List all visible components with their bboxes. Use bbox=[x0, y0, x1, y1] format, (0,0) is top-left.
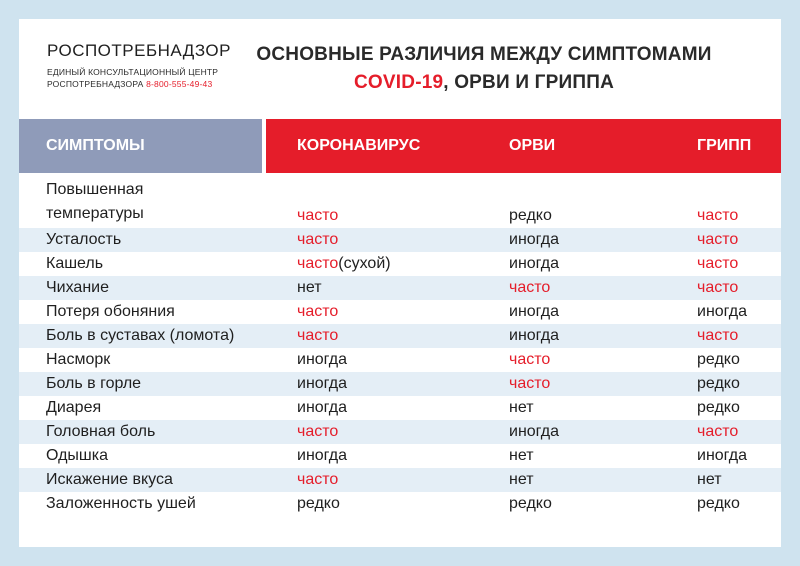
table-row bbox=[19, 492, 781, 516]
flu-cell bbox=[697, 494, 740, 514]
frequency-value: иногда bbox=[297, 399, 348, 416]
table-row bbox=[19, 348, 781, 372]
orvi-cell bbox=[509, 422, 559, 442]
symptom-cell: Головная боль bbox=[46, 423, 156, 440]
table-row bbox=[19, 300, 781, 324]
frequency-value: иногда bbox=[297, 447, 348, 464]
frequency-value: часто bbox=[697, 327, 739, 344]
org-subtitle bbox=[47, 66, 231, 90]
frequency-value: иногда bbox=[297, 375, 348, 392]
table-row bbox=[19, 276, 781, 300]
frequency-value: нет bbox=[297, 279, 322, 296]
orvi-cell bbox=[509, 350, 550, 370]
frequency-value: иногда bbox=[697, 447, 748, 464]
table-row bbox=[19, 468, 781, 492]
header-flu: ГРИПП bbox=[697, 137, 752, 154]
frequency-value: нет bbox=[509, 447, 534, 464]
coronavirus-cell bbox=[297, 350, 347, 370]
frequency-value: нет bbox=[509, 471, 534, 488]
frequency-value: нет bbox=[509, 399, 534, 416]
center-line-2: РОСПОТРЕБНАДЗОРА 8-800-555-49-43 bbox=[47, 79, 213, 89]
frequency-value: редко bbox=[509, 495, 552, 512]
frequency-value: иногда bbox=[509, 231, 560, 248]
frequency-value: часто bbox=[697, 279, 739, 296]
symptom-cell: Боль в суставах (ломота) bbox=[46, 327, 235, 344]
table-header bbox=[19, 119, 781, 173]
table-row bbox=[19, 372, 781, 396]
orvi-cell bbox=[509, 374, 550, 394]
frequency-value: часто bbox=[697, 231, 739, 248]
flu-cell bbox=[697, 470, 722, 490]
header-diseases bbox=[266, 119, 781, 173]
orvi-cell bbox=[509, 446, 534, 466]
flu-cell bbox=[697, 422, 738, 442]
table-row bbox=[19, 444, 781, 468]
orvi-cell bbox=[509, 278, 550, 298]
symptom-cell: Чихание bbox=[46, 279, 109, 296]
symptom-line-2: температуры bbox=[46, 205, 144, 222]
frequency-value: часто bbox=[297, 207, 339, 224]
symptom-cell: Заложенность ушей bbox=[46, 495, 196, 512]
symptom-table bbox=[19, 180, 781, 516]
symptom-cell: Одышка bbox=[46, 447, 109, 464]
symptom-cell: Усталость bbox=[46, 231, 122, 248]
orvi-cell bbox=[509, 470, 534, 490]
symptom-cell: Потеря обоняния bbox=[46, 303, 175, 320]
frequency-value: иногда bbox=[697, 303, 748, 320]
frequency-value: часто bbox=[697, 207, 739, 224]
title-line-1: ОСНОВНЫЕ РАЗЛИЧИЯ МЕЖДУ СИМПТОМАМИ bbox=[256, 44, 712, 65]
flu-cell bbox=[697, 350, 740, 370]
coronavirus-cell bbox=[297, 302, 338, 322]
orvi-cell bbox=[509, 302, 559, 322]
frequency-value: редко bbox=[697, 399, 740, 416]
coronavirus-cell bbox=[297, 494, 340, 514]
table-row bbox=[19, 180, 781, 228]
poster bbox=[19, 19, 781, 547]
coronavirus-cell bbox=[297, 374, 347, 394]
frequency-value: редко bbox=[509, 207, 552, 224]
org-name: РОСПОТРЕБНАДЗОР bbox=[47, 41, 231, 60]
center-line-1: ЕДИНЫЙ КОНСУЛЬТАЦИОННЫЙ ЦЕНТР bbox=[47, 67, 219, 77]
frequency-value: иногда bbox=[509, 423, 560, 440]
symptom-line-1: Повышенная bbox=[46, 181, 144, 198]
coronavirus-cell bbox=[297, 254, 391, 274]
orvi-cell bbox=[509, 398, 534, 418]
frequency-value: иногда bbox=[509, 303, 560, 320]
symptom-cell: Боль в горле bbox=[46, 375, 142, 392]
table-row bbox=[19, 228, 781, 252]
frequency-value: часто bbox=[297, 471, 339, 488]
coronavirus-cell bbox=[297, 470, 338, 490]
hotline-phone: 8-800-555-49-43 bbox=[146, 79, 213, 89]
flu-cell bbox=[697, 206, 738, 226]
frequency-note: (сухой) bbox=[338, 255, 391, 272]
title-line-2 bbox=[224, 69, 744, 97]
table-row bbox=[19, 420, 781, 444]
table-row bbox=[19, 396, 781, 420]
frequency-value: иногда bbox=[509, 255, 560, 272]
coronavirus-cell bbox=[297, 278, 322, 298]
frequency-value: часто bbox=[297, 423, 339, 440]
orvi-cell bbox=[509, 326, 559, 346]
table-row bbox=[19, 324, 781, 348]
frequency-value: часто bbox=[697, 423, 739, 440]
frequency-value: редко bbox=[697, 495, 740, 512]
orvi-cell bbox=[509, 206, 552, 226]
symptom-cell: Насморк bbox=[46, 351, 111, 368]
frequency-value: редко bbox=[297, 495, 340, 512]
frequency-value: иногда bbox=[297, 351, 348, 368]
frequency-value: часто bbox=[509, 375, 551, 392]
coronavirus-cell bbox=[297, 326, 338, 346]
flu-cell bbox=[697, 278, 738, 298]
frequency-value: часто bbox=[297, 303, 339, 320]
flu-cell bbox=[697, 374, 740, 394]
coronavirus-cell bbox=[297, 230, 338, 250]
header-symptoms: СИМПТОМЫ bbox=[19, 119, 262, 173]
flu-cell bbox=[697, 326, 738, 346]
orvi-cell bbox=[509, 254, 559, 274]
frequency-value: редко bbox=[697, 351, 740, 368]
frequency-value: часто bbox=[297, 255, 339, 272]
flu-cell bbox=[697, 302, 747, 322]
orvi-cell bbox=[509, 230, 559, 250]
table-row bbox=[19, 252, 781, 276]
frequency-value: часто bbox=[509, 279, 551, 296]
poster-title bbox=[224, 41, 744, 97]
frequency-value: редко bbox=[697, 375, 740, 392]
header-coronavirus: КОРОНАВИРУС bbox=[297, 137, 421, 154]
frequency-value: часто bbox=[509, 351, 551, 368]
frequency-value: нет bbox=[697, 471, 722, 488]
symptom-cell: Кашель bbox=[46, 255, 104, 272]
frequency-value: иногда bbox=[509, 327, 560, 344]
flu-cell bbox=[697, 230, 738, 250]
frequency-value: часто bbox=[297, 327, 339, 344]
orvi-cell bbox=[509, 494, 552, 514]
symptom-cell: Искажение вкуса bbox=[46, 471, 173, 488]
frequency-value: часто bbox=[297, 231, 339, 248]
coronavirus-cell bbox=[297, 446, 347, 466]
coronavirus-cell bbox=[297, 206, 338, 226]
symptom-cell: Диарея bbox=[46, 399, 102, 416]
covid-label: COVID-19 bbox=[354, 72, 444, 93]
flu-cell bbox=[697, 254, 738, 274]
title-rest: , ОРВИ И ГРИППА bbox=[443, 72, 614, 93]
flu-cell bbox=[697, 446, 747, 466]
flu-cell bbox=[697, 398, 740, 418]
symptom-cell bbox=[46, 178, 144, 226]
header-orvi: ОРВИ bbox=[509, 137, 556, 154]
org-block bbox=[47, 41, 231, 90]
coronavirus-cell bbox=[297, 398, 347, 418]
frequency-value: часто bbox=[697, 255, 739, 272]
coronavirus-cell bbox=[297, 422, 338, 442]
